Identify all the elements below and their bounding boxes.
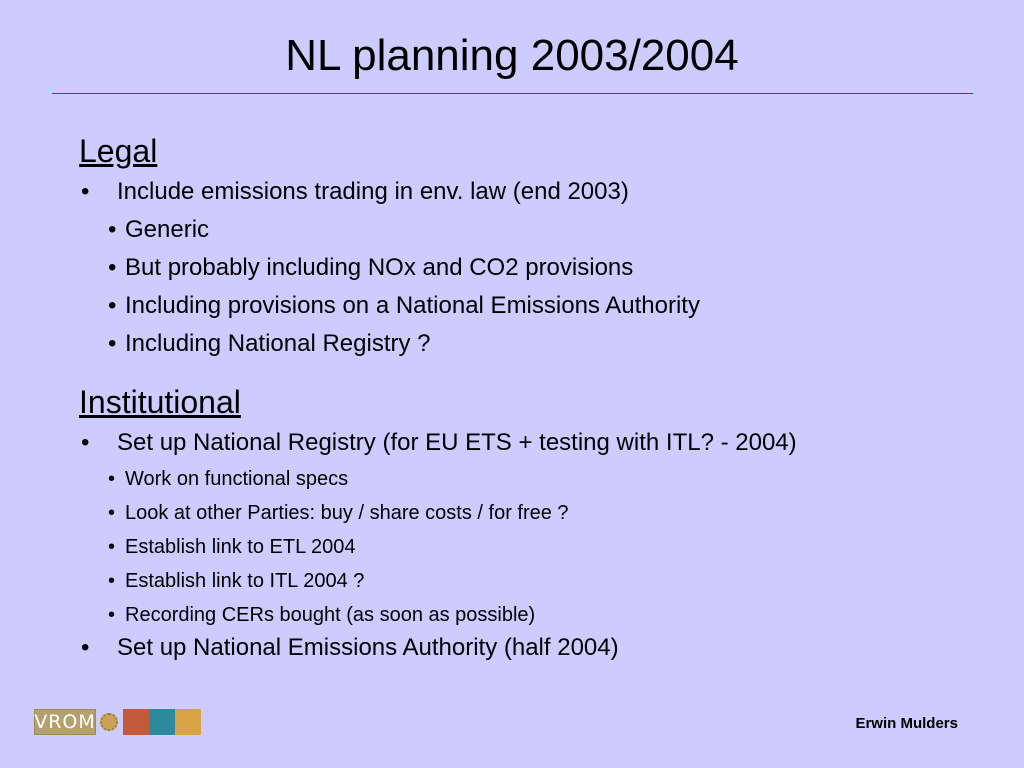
vrom-logo-text: VROM	[34, 711, 96, 733]
sub-list-item-text: Generic	[125, 216, 210, 243]
sub-list-item-text: Work on functional specs	[125, 468, 349, 490]
sub-list-item	[79, 328, 999, 359]
sub-list-item	[79, 290, 999, 321]
bullet-icon: •	[108, 468, 116, 490]
sub-list-item	[79, 568, 999, 594]
list-item	[79, 427, 999, 628]
bullet-list	[79, 427, 999, 663]
sub-list-item-text: Recording CERs bought (as soon as possible)	[125, 604, 536, 626]
list-item-text: Include emissions trading in env. law (end 2003)	[117, 178, 629, 205]
title-divider	[52, 93, 973, 94]
sub-list-item-text: Establish link to ITL 2004 ?	[125, 570, 365, 592]
section-heading: Institutional	[79, 384, 241, 420]
logo-block-gold	[175, 709, 201, 735]
sub-list-item-text: But probably including NOx and CO2 provisions	[125, 254, 634, 281]
sub-list-item	[79, 214, 999, 245]
bullet-icon: •	[108, 502, 116, 524]
bullet-icon: •	[108, 254, 117, 281]
logo-block-red	[123, 709, 149, 735]
list-item-text: Set up National Registry (for EU ETS + testing with ITL? - 2004)	[117, 429, 797, 456]
sub-list-item	[79, 534, 999, 560]
section-institutional	[79, 381, 999, 663]
sub-list-item	[79, 252, 999, 283]
bullet-icon: •	[108, 536, 116, 558]
bullet-icon: •	[81, 634, 90, 661]
section-legal	[79, 130, 999, 359]
list-item-text: Set up National Emissions Authority (half 2004)	[117, 634, 619, 661]
slide-title: NL planning 2003/2004	[285, 31, 739, 80]
sub-list-item-text: Look at other Parties: buy / share costs / for free ?	[125, 502, 569, 524]
list-item	[79, 176, 999, 359]
sub-list-item-text: Including provisions on a National Emissions Authority	[125, 292, 700, 319]
sub-bullet-list	[79, 466, 999, 628]
logo-block-teal	[149, 709, 175, 735]
bullet-icon: •	[108, 570, 116, 592]
bullet-list	[79, 176, 999, 359]
bullet-icon: •	[108, 330, 117, 357]
sub-list-item-text: Establish link to ETL 2004	[125, 536, 356, 558]
author-name: Erwin Mulders	[855, 715, 958, 732]
section-heading: Legal	[79, 133, 158, 169]
vrom-logo	[34, 709, 201, 735]
list-item	[79, 632, 999, 663]
bullet-icon: •	[108, 604, 116, 626]
sub-bullet-list	[79, 214, 999, 359]
bullet-icon: •	[81, 178, 90, 205]
bullet-icon: •	[108, 292, 117, 319]
slide-body	[79, 130, 999, 663]
bullet-icon: •	[108, 216, 117, 243]
sub-list-item	[79, 466, 999, 492]
sub-list-item-text: Including National Registry ?	[125, 330, 431, 357]
sub-list-item	[79, 500, 999, 526]
sun-icon	[100, 713, 118, 731]
bullet-icon: •	[81, 429, 90, 456]
sub-list-item	[79, 602, 999, 628]
